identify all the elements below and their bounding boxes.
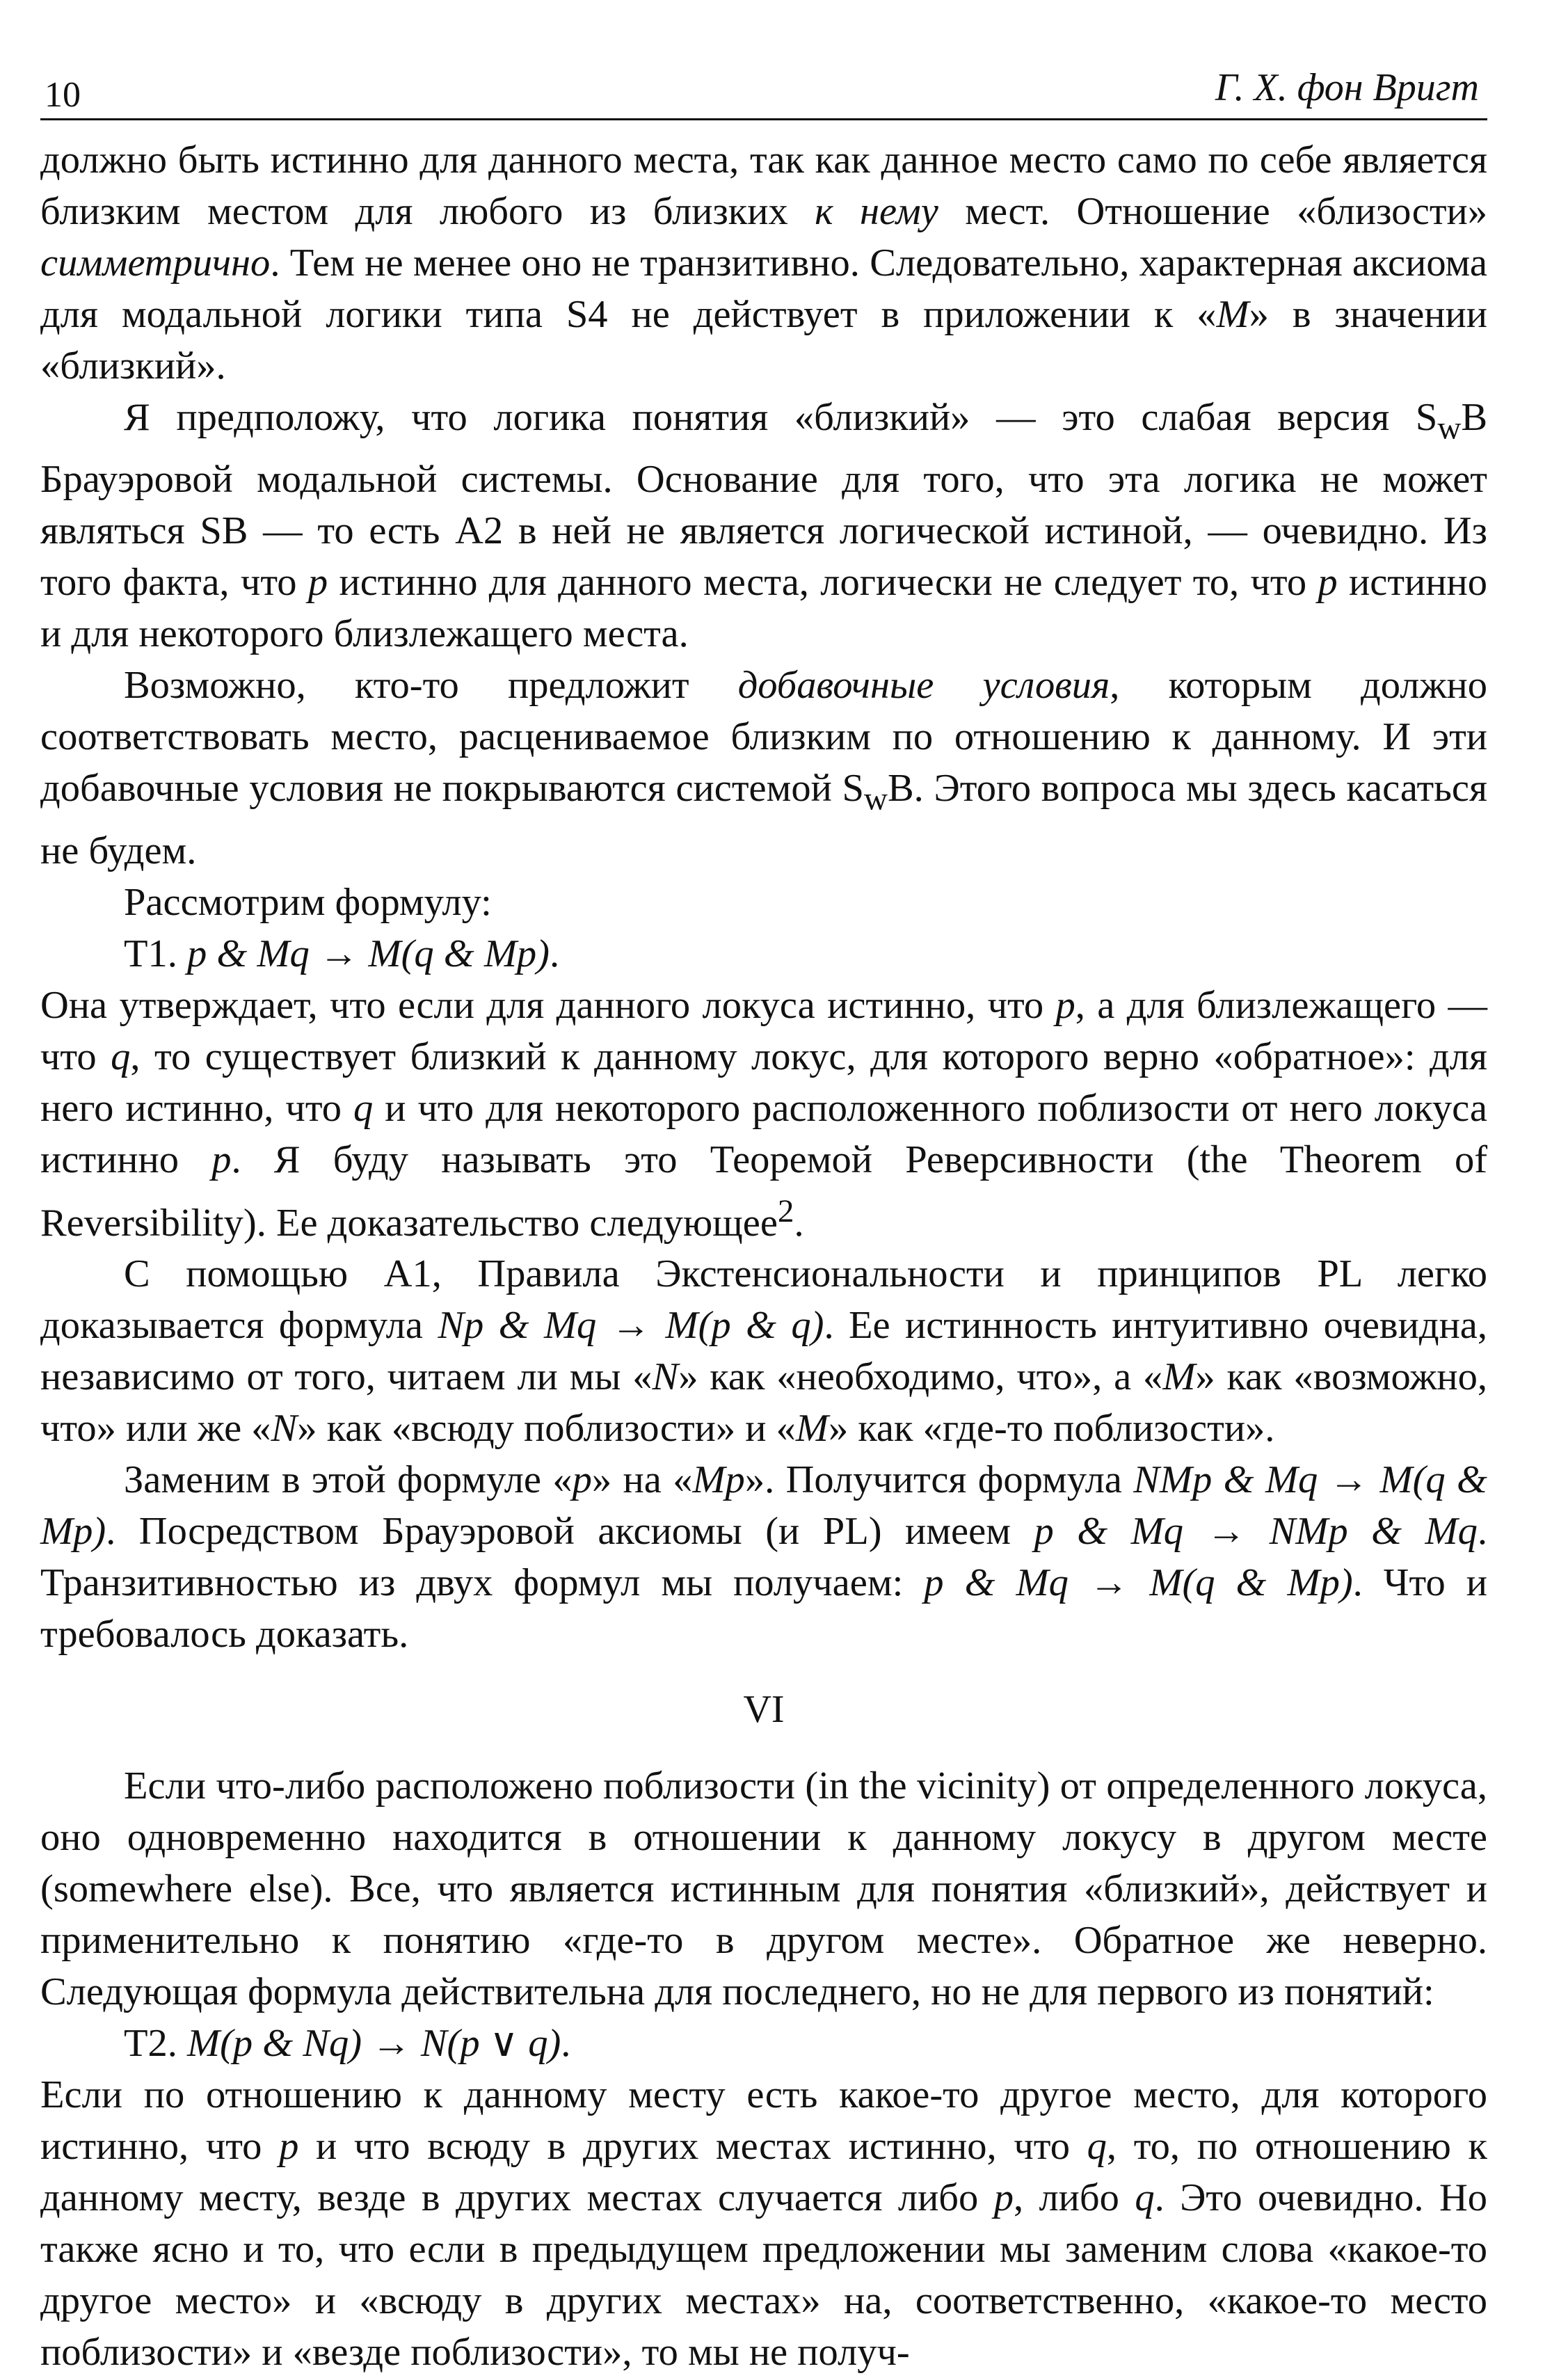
running-head: Г. Х. фон Вригт: [1215, 66, 1479, 109]
formula-t2: M(p & Nq) → N(p ∨ q): [187, 2022, 561, 2066]
book-page: [40, 49, 1488, 2375]
paragraph-3: Возможно, кто-то предложит добавочные условия, которым должно соответствовать место, расцениваемое близким по отношению к данному. И эти добавочные условия не покрываются системой $S_wB$. Этого вопроса мы здесь касаться не будем.: [40, 664, 1487, 872]
paragraph-1: должно быть истинно для данного места, так как данное место само по себе является близким местом для любого из близких к нему мест. Отношение «близости» симметрично. Тем не менее оно не транзитивно. Следовательно, характерная аксиома для модальной логики типа S4 не действует в приложении к «M» в значении «близкий».: [40, 138, 1488, 388]
paragraph-2: Я предположу, что логика понятия «близкий» — это слабая версия $S_wB$ Брауэровой модальной системы. Основание для того, что эта логика не может являться SB — то есть A2 в ней не является логической истиной, — очевидно. Из того факта, что p истинно для данного места, логически не следует то, что p истинно и для некоторого близлежащего места.: [40, 396, 1487, 656]
page-number: 10: [45, 75, 81, 115]
paragraph-6: С помощью A1, Правила Экстенсиональности и принципов PL легко доказывается формула Np & Mq → M(p & q). Ее истинность интуитивно очевидна, независимо от того, читаем ли мы «N» как «необходимо, что», а «M» как «возможно, что» или же «N» как «всюду поблизости» и «M» как «где-то поблизости».: [40, 1252, 1488, 1451]
paragraph-9: Если по отношению к данному месту есть какое-то другое место, для которого истинно, что p и что всюду в других местах истинно, что q, то, по отношению к данному месту, везде в других местах случается либо p, либо q. Это очевидно. Но также ясно и то, что если в предыдущем предложении мы заменим слова «какое-то другое место» и «всюду в других местах» на, соответственно, «какое-то место поблизости» и «везде поблизости», то мы не получ-: [40, 2073, 1487, 2375]
paragraph-4: Рассмотрим формулу:: [124, 880, 492, 924]
body-text: [40, 134, 1487, 2378]
page-header: [40, 49, 1487, 120]
formula-t1: p & Mq → M(q & Mp): [187, 932, 550, 975]
paragraph-8: Если что-либо расположено поблизости (in the vicinity) от определенного локуса, оно одновременно находится в отношении к данному локусу в другом месте (somewhere else). Все, что является истинным для понятия «близкий», действует и применительно к понятию «где-то в другом месте». Обратное же неверно. Следующая формула действительна для последнего, но не для первого из понятий:: [40, 1764, 1487, 2014]
footnote-ref: 2: [777, 1192, 794, 1229]
section-heading: VI: [743, 1688, 785, 1732]
paragraph-5: Она утверждает, что если для данного локуса истинно, что p, а для близлежащего — что q, то существует близкий к данному локус, для которого верно «обратное»: для него истинно, что q и что для некоторого расположенного поблизости от него локуса истинно p. Я буду называть это Теоремой Реверсивности (the Theorem of Reversibility). Ее доказательство следующее$^2$.: [40, 983, 1488, 1245]
theorem-t2: T2. M(p & Nq) → N(p ∨ q).: [124, 2022, 571, 2066]
paragraph-7: Заменим в этой формуле «p» на «Mp». Получится формула NMp & Mq → M(q & Mp). Посредством Брауэровой аксиомы (и PL) имеем p & Mq → NMp & Mq. Транзитивностью из двух формул мы получаем: p & Mq → M(q & Mp). Что и требовалось доказать.: [40, 1458, 1487, 1657]
theorem-t1: T1. p & Mq → M(q & Mp).: [124, 932, 560, 975]
